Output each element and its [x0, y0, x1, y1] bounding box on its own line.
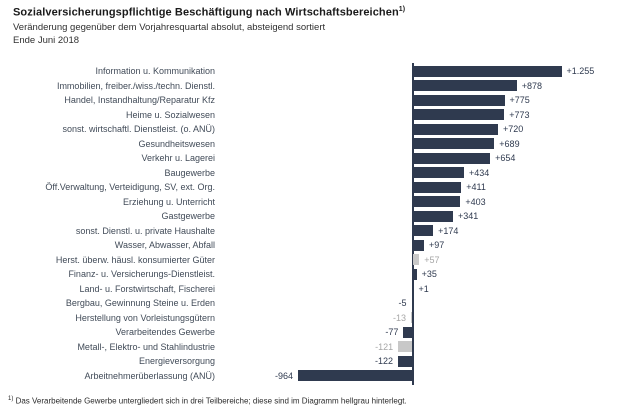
bar — [413, 283, 414, 294]
category-label: Immobilien, freiber./wiss./techn. Dienstl. — [56, 80, 215, 91]
category-label: Finanz- u. Versicherungs-Dienstleist. — [68, 269, 215, 279]
bar-chart — [0, 64, 620, 385]
bar — [403, 327, 412, 338]
category-label: Verarbeitendes Gewerbe — [115, 327, 215, 337]
value-label: +97 — [429, 240, 445, 250]
bar — [413, 240, 425, 251]
value-label: +1.255 — [566, 66, 595, 76]
category-label: Gesundheitswesen — [138, 138, 215, 149]
category-label: Wasser, Abwasser, Abfall — [114, 240, 215, 250]
category-label: Bergbau, Gewinnung Steine u. Erden — [65, 298, 215, 308]
footnote-text: Das Verarbeitende Gewerbe untergliedert sich in drei Teilbereiche; diese sind im Diagramm hellgrau hinterlegt. — [15, 396, 407, 406]
category-label: Metall-, Elektro- und Stahlindustrie — [77, 341, 215, 352]
footnote — [8, 396, 407, 406]
chart-row — [0, 267, 620, 282]
chart-subtitle: Veränderung gegenüber dem Vorjahresquartal absolut, absteigend sortiert — [13, 22, 326, 33]
value-label: -13 — [392, 312, 406, 323]
value-label: +720 — [502, 124, 524, 134]
bar — [413, 80, 517, 91]
value-label: +434 — [469, 167, 490, 178]
value-label: +57 — [424, 254, 440, 265]
category-label: Herst. überw. häusl. konsumierter Güter — [55, 254, 215, 265]
chart-row — [0, 151, 620, 166]
chart-row — [0, 369, 620, 384]
chart-row — [0, 64, 620, 79]
chart-row — [0, 296, 620, 311]
chart-row — [0, 325, 620, 340]
value-label: +654 — [495, 153, 516, 163]
chart-row — [0, 93, 620, 108]
value-label: -122 — [375, 356, 394, 366]
bar — [413, 167, 465, 178]
chart-row — [0, 137, 620, 152]
category-label: Information u. Kommunikation — [95, 66, 215, 76]
category-label: Arbeitnehmerüberlassung (ANÜ) — [84, 370, 215, 381]
page-title — [13, 6, 405, 19]
chart-row — [0, 195, 620, 210]
value-label: +878 — [521, 80, 543, 91]
category-label: Herstellung von Vorleistungsgütern — [75, 312, 215, 323]
bar — [413, 225, 434, 236]
bar — [413, 269, 417, 280]
category-label: sonst. wirtschaftl. Dienstleist. (o. ANÜ) — [62, 124, 215, 134]
bar — [298, 370, 412, 381]
chart-row — [0, 340, 620, 355]
chart-row — [0, 209, 620, 224]
chart-row — [0, 253, 620, 268]
category-label: sonst. Dienstl. u. private Haushalte — [75, 225, 215, 236]
value-label: +1 — [418, 283, 429, 294]
bar — [413, 109, 505, 120]
category-label: Heime u. Sozialwesen — [125, 109, 215, 120]
value-label: -5 — [398, 298, 407, 308]
category-label: Handel, Instandhaltung/Reparatur Kfz — [64, 95, 215, 105]
bar — [412, 298, 413, 309]
bar — [413, 95, 505, 106]
value-label: +689 — [499, 138, 520, 149]
category-label: Öff.Verwaltung, Verteidigung, SV, ext. Org. — [45, 182, 215, 192]
value-label: +411 — [466, 182, 486, 192]
chart-row — [0, 224, 620, 239]
value-label: -121 — [375, 341, 394, 352]
footnote-marker: 1) — [8, 396, 14, 402]
chart-row — [0, 108, 620, 123]
bar — [413, 124, 498, 135]
bar — [413, 66, 562, 77]
category-label: Verkehr u. Lagerei — [141, 153, 215, 163]
bar — [413, 254, 420, 265]
chart-row — [0, 282, 620, 297]
bar — [398, 356, 412, 367]
chart-row — [0, 180, 620, 195]
value-label: +35 — [421, 269, 437, 279]
category-label: Erziehung u. Unterricht — [122, 196, 215, 207]
bar — [411, 312, 413, 323]
bar — [413, 153, 491, 164]
chart-period: Ende Juni 2018 — [13, 35, 80, 46]
chart-row — [0, 238, 620, 253]
chart-row — [0, 311, 620, 326]
value-label: +775 — [509, 95, 530, 105]
title-text: Sozialversicherungspflichtige Beschäftigung nach Wirtschaftsbereichen — [13, 6, 399, 19]
value-label: -964 — [275, 370, 294, 381]
category-label: Land- u. Forstwirtschaft, Fischerei — [79, 283, 215, 294]
value-label: +403 — [465, 196, 486, 207]
category-label: Baugewerbe — [164, 167, 215, 178]
bar — [413, 182, 462, 193]
chart-row — [0, 354, 620, 369]
bar — [413, 211, 453, 222]
chart-row — [0, 166, 620, 181]
title-footnote-marker: 1) — [398, 6, 406, 13]
chart-row — [0, 122, 620, 137]
bar — [398, 341, 412, 352]
chart-row — [0, 79, 620, 94]
bar — [413, 196, 461, 207]
value-label: +773 — [509, 109, 530, 120]
category-label: Gastgewerbe — [161, 211, 215, 221]
value-label: +174 — [438, 225, 459, 236]
category-label: Energieversorgung — [138, 356, 215, 366]
value-label: -77 — [385, 327, 399, 337]
value-label: +341 — [457, 211, 479, 221]
bar — [413, 138, 495, 149]
